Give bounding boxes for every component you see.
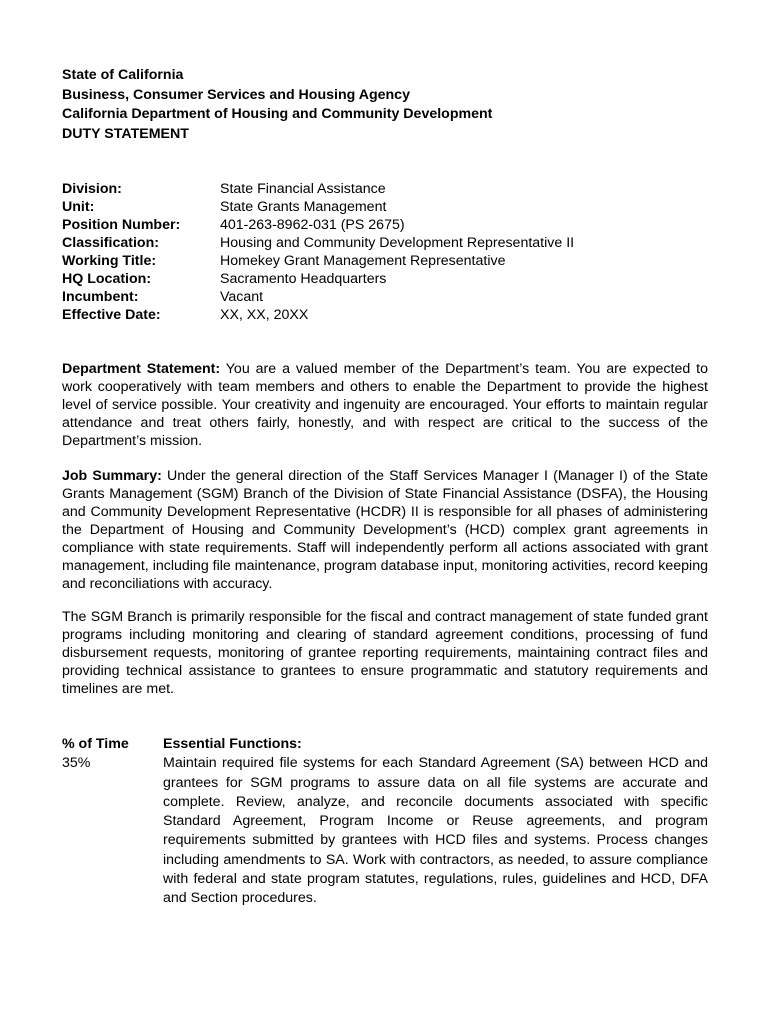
info-value: State Financial Assistance bbox=[220, 181, 386, 197]
header-agency: Business, Consumer Services and Housing Agency bbox=[62, 86, 410, 103]
job-summary bbox=[62, 467, 708, 593]
info-value: Vacant bbox=[220, 289, 264, 305]
info-label: HQ Location: bbox=[62, 271, 152, 287]
header-state: State of California bbox=[62, 67, 184, 83]
job-summary-text: Under the general direction of the Staff Services Manager I (Manager I) of the State Grants Management (SGM) Branch of the Division of State Financial Assistance (DSFA), the Housing and Community Development Representative (HCDR) II is responsible for all phases of administering the Department of Housing and Community Development’s (HCD) complex grant agreements in compliance with state requirements. Staff will independently perform all actions associated with grant management, including file maintenance, program database input, monitoring activities, record keeping and reconciliations with accuracy. bbox=[62, 468, 708, 592]
department-statement-label: Department Statement: bbox=[62, 361, 221, 377]
header-department: California Department of Housing and Community Development bbox=[62, 106, 493, 122]
info-row-classification bbox=[62, 234, 574, 252]
document-header bbox=[62, 66, 492, 144]
essential-functions-table bbox=[62, 735, 708, 909]
info-label: Working Title: bbox=[62, 253, 157, 269]
info-label: Division: bbox=[62, 181, 122, 197]
info-label: Unit: bbox=[62, 199, 95, 215]
info-value: Homekey Grant Management Representative bbox=[220, 253, 506, 269]
info-row-position-number bbox=[62, 216, 574, 234]
sgm-branch-paragraph: The SGM Branch is primarily responsible for the fiscal and contract management of state funded grant programs including monitoring and clearing of standard agreement conditions, processing of fund disbursement requests, monitoring of grantee reporting requirements, maintaining contract files and providing technical assistance to grantees to ensure programmatic and statutory requirements and timelines are met. bbox=[62, 609, 708, 697]
info-value: XX, XX, 20XX bbox=[220, 307, 309, 323]
info-value: State Grants Management bbox=[220, 199, 387, 215]
info-row-unit bbox=[62, 198, 574, 216]
position-info bbox=[62, 180, 574, 324]
info-row-working-title bbox=[62, 252, 574, 270]
department-statement-text: You are a valued member of the Department’s team. You are expected to work cooperatively with team members and others to enable the Department to provide the highest level of service possible. Your creativity and ingenuity are encouraged. Your efforts to maintain regular attendance and treat others fairly, honestly, and with respect are critical to the success of the Department’s mission. bbox=[62, 361, 708, 449]
function-row bbox=[62, 754, 708, 908]
info-label: Incumbent: bbox=[62, 289, 139, 305]
job-summary-label: Job Summary: bbox=[62, 468, 162, 484]
info-row-hq-location bbox=[62, 270, 574, 288]
info-value: 401-263-8962-031 (PS 2675) bbox=[220, 217, 405, 233]
info-label: Classification: bbox=[62, 235, 159, 251]
function-description: Maintain required file systems for each Standard Agreement (SA) between HCD and grantees for SGM programs to assure data on all file systems are accurate and complete. Review, analyze, and reconcile documents associated with specific Standard Agreement, Program Income or Reuse agreements, and program requirements submitted by grantees with HCD files and systems. Process changes including amendments to SA. Work with contractors, as needed, to assure compliance with federal and state program statutes, regulations, rules, guidelines and HCD, DFA and Section procedures. bbox=[163, 755, 708, 907]
essential-functions-header: Essential Functions: bbox=[163, 736, 302, 752]
function-percent: 35% bbox=[62, 755, 91, 772]
info-row-effective-date bbox=[62, 306, 574, 324]
percent-time-header: % of Time bbox=[62, 736, 129, 752]
info-label: Position Number: bbox=[62, 217, 181, 233]
info-row-incumbent bbox=[62, 288, 574, 306]
info-label: Effective Date: bbox=[62, 307, 161, 323]
functions-header bbox=[62, 735, 708, 754]
info-value: Sacramento Headquarters bbox=[220, 271, 387, 287]
info-value: Housing and Community Development Representative II bbox=[220, 235, 575, 251]
department-statement bbox=[62, 360, 708, 450]
info-row-division bbox=[62, 180, 574, 198]
document-title: DUTY STATEMENT bbox=[62, 125, 189, 142]
